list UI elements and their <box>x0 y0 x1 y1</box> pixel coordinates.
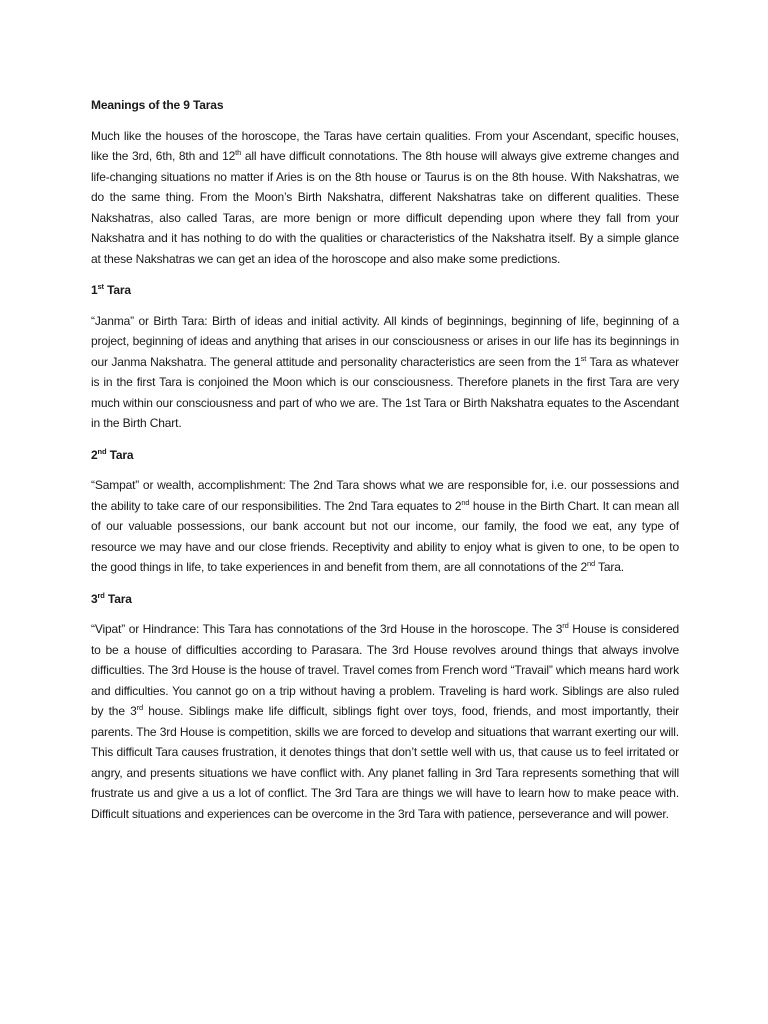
tara-1-paragraph: “Janma” or Birth Tara: Birth of ideas and initial activity. All kinds of beginnings, beginning of life, beginning of a project, beginning of ideas and anything that arises in our consciousness or arises in our life has its beginnings in our Janma Nakshatra. The general attitude and personality characteristics are seen from the 1st Tara as whatever is in the first Tara is conjoined the Moon which is our consciousness. Therefore planets in the first Tara are very much within our consciousness and part of who we are. The 1st Tara or Birth Nakshatra equates to the Ascendant in the Birth Chart. <box>91 313 679 430</box>
intro-paragraph: Much like the houses of the horoscope, the Taras have certain qualities. From your Ascendant, specific houses, like the 3rd, 6th, 8th and 12th all have difficult connotations. The 8th house will always give extreme changes and life-changing situations no matter if Aries is on the 8th house or Taurus is on the 8th house. With Nakshatras, we do the same thing. From the Moon’s Birth Nakshatra, different Nakshatras take on different qualities. These Nakshatras, also called Taras, are more benign or more difficult depending upon where they fall from your Nakshatra and it has nothing to do with the qualities or characteristics of the Nakshatra itself. By a simple glance at these Nakshatras we can get an idea of the horoscope and also make some predictions. <box>91 128 679 266</box>
tara-3-paragraph: “Vipat” or Hindrance: This Tara has connotations of the 3rd House in the horoscope. The 3rd House is considered to be a house of difficulties according to Parasara. The 3rd House revolves around things that always involve difficulties. The 3rd House is the house of travel. Travel comes from French word “Travail” which means hard work and difficulties. You cannot go on a trip without having a problem. Traveling is hard work. Siblings are also ruled by the 3rd house. Siblings make life difficult, siblings fight over toys, food, friends, and most importantly, their parents. The 3rd House is competition, skills we are forced to develop and situations that warrant exerting our will. This difficult Tara causes frustration, it denotes things that don’t settle well with us, that cause us to feel irritated or angry, and presents situations we have conflict with. Any planet falling in 3rd Tara represents something that will frustrate us and give a us a lot of conflict. The 3rd Tara are things we will have to learn how to make peace with. Difficult situations and experiences can be overcome in the 3rd Tara with patience, perseverance and will power. <box>91 621 680 821</box>
tara-1-heading: 1st Tara <box>91 282 131 297</box>
tara-2-heading: 2nd Tara <box>91 446 134 462</box>
page-title: Meanings of the 9 Taras <box>91 98 224 112</box>
tara-2-paragraph: “Sampat” or wealth, accomplishment: The 2nd Tara shows what we are responsible for, i.e. our possessions and the ability to take care of our responsibilities. The 2nd Tara equates to 2nd house in the Birth Chart. It can mean all of our valuable possessions, our bank account but not our income, our family, the food we eat, any type of resource we may have and our close friends. Receptivity and ability to enjoy what is given to one, to be open to the good things in life, to take experiences in and benefit from them, are all connotations of the 2nd Tara. <box>91 478 679 574</box>
document-body <box>91 95 679 835</box>
tara-3-heading: 3rd Tara <box>91 590 132 606</box>
